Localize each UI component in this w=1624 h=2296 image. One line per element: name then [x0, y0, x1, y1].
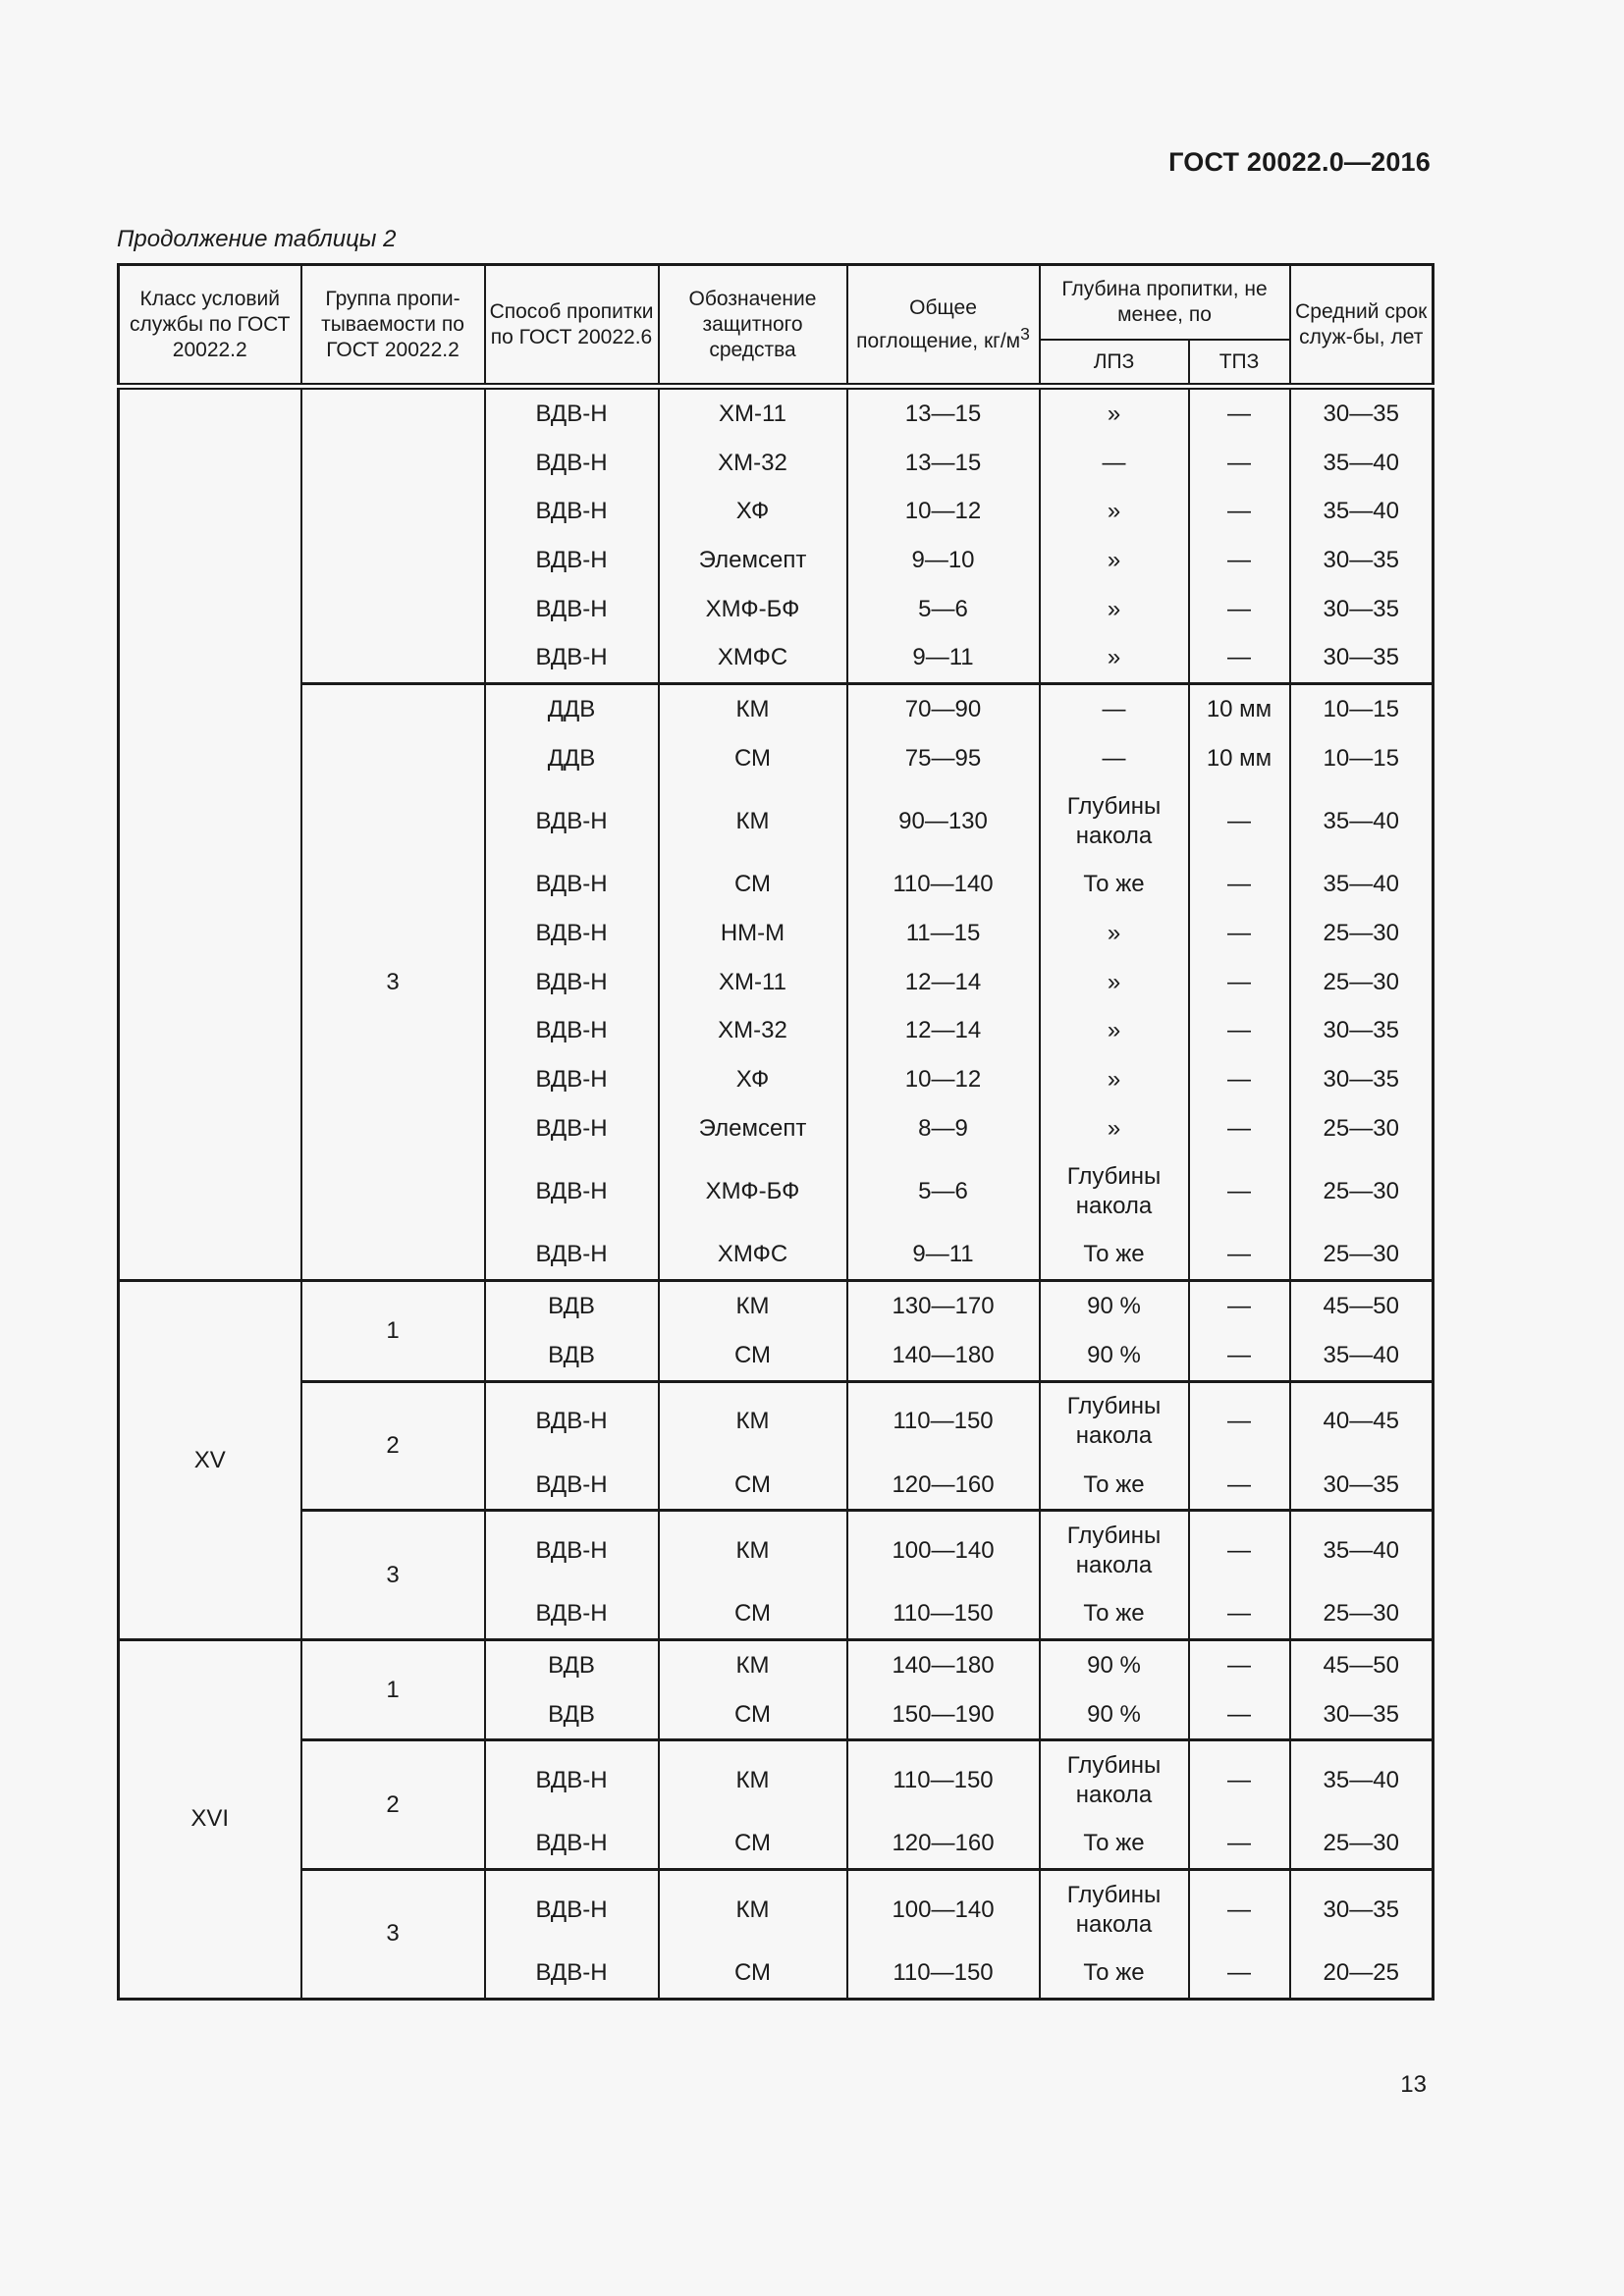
cell-agent: ХМ-32 — [659, 1007, 847, 1056]
cell-absorption: 9—11 — [847, 1231, 1040, 1281]
cell-absorption: 150—190 — [847, 1690, 1040, 1740]
cell-absorption: 5—6 — [847, 1153, 1040, 1231]
cell-depth-tpz: — — [1189, 1231, 1290, 1281]
cell-absorption: 140—180 — [847, 1640, 1040, 1690]
header-depth: Глубина пропитки, не менее, по — [1040, 265, 1290, 341]
cell-absorption: 10—12 — [847, 487, 1040, 536]
cell-agent: ХМФ-БФ — [659, 1153, 847, 1231]
cell-depth-tpz: — — [1189, 1381, 1290, 1461]
cell-agent: ХМФС — [659, 633, 847, 683]
cell-depth-lpz: 90 % — [1040, 1640, 1189, 1690]
cell-absorption: 9—11 — [847, 633, 1040, 683]
cell-depth-lpz: То же — [1040, 861, 1189, 910]
cell-depth-tpz: — — [1189, 633, 1290, 683]
cell-method: ВДВ-Н — [485, 633, 659, 683]
cell-service-life: 25—30 — [1290, 1231, 1434, 1281]
cell-depth-lpz: То же — [1040, 1231, 1189, 1281]
cell-impregnability-group: 1 — [301, 1640, 485, 1740]
table-row — [119, 1381, 1434, 1461]
cell-service-life: 30—35 — [1290, 387, 1434, 439]
cell-service-life: 35—40 — [1290, 783, 1434, 861]
cell-agent: ХМ-11 — [659, 958, 847, 1007]
cell-depth-tpz: — — [1189, 536, 1290, 585]
cell-agent: СМ — [659, 1949, 847, 1999]
cell-absorption: 5—6 — [847, 585, 1040, 634]
cell-method: ВДВ-Н — [485, 909, 659, 958]
cell-depth-tpz: — — [1189, 1690, 1290, 1740]
cell-service-life: 30—35 — [1290, 1870, 1434, 1949]
cell-service-life: 25—30 — [1290, 958, 1434, 1007]
cell-agent: ХМ-11 — [659, 387, 847, 439]
cell-depth-tpz: — — [1189, 1331, 1290, 1381]
cell-method: ВДВ — [485, 1640, 659, 1690]
cell-absorption: 90—130 — [847, 783, 1040, 861]
header-agent: Обозначение защитного средства — [659, 265, 847, 387]
cell-depth-tpz: — — [1189, 1055, 1290, 1104]
cell-depth-lpz: 90 % — [1040, 1281, 1189, 1331]
page-number: 13 — [1400, 2071, 1427, 2098]
cell-agent: ХФ — [659, 487, 847, 536]
cell-depth-tpz: — — [1189, 783, 1290, 861]
cell-depth-lpz: » — [1040, 1055, 1189, 1104]
cell-service-life: 35—40 — [1290, 861, 1434, 910]
cell-depth-tpz: — — [1189, 1104, 1290, 1153]
header-method: Способ пропитки по ГОСТ 20022.6 — [485, 265, 659, 387]
cell-impregnability-group: 3 — [301, 1511, 485, 1640]
cell-agent: ХМФС — [659, 1231, 847, 1281]
cell-absorption: 8—9 — [847, 1104, 1040, 1153]
cell-method: ВДВ — [485, 1690, 659, 1740]
cell-service-class: XVI — [119, 1640, 301, 2000]
cell-service-life: 35—40 — [1290, 1331, 1434, 1381]
cell-method: ВДВ-Н — [485, 783, 659, 861]
cell-depth-lpz: То же — [1040, 1819, 1189, 1869]
cell-impregnability-group: 1 — [301, 1281, 485, 1381]
cell-depth-lpz: Глубины накола — [1040, 783, 1189, 861]
cell-service-life: 40—45 — [1290, 1381, 1434, 1461]
cell-method: ВДВ-Н — [485, 1381, 659, 1461]
cell-depth-lpz: Глубины накола — [1040, 1740, 1189, 1820]
cell-method: ВДВ-Н — [485, 1511, 659, 1590]
cell-depth-lpz: — — [1040, 684, 1189, 734]
cell-method: ВДВ-Н — [485, 1949, 659, 1999]
cell-depth-tpz: — — [1189, 909, 1290, 958]
impregnation-table — [117, 263, 1435, 2001]
cell-method: ВДВ-Н — [485, 487, 659, 536]
cell-method: ВДВ-Н — [485, 387, 659, 439]
cell-method: ДДВ — [485, 734, 659, 783]
table-body — [119, 387, 1434, 2000]
cell-method: ВДВ-Н — [485, 1055, 659, 1104]
cell-agent: СМ — [659, 1331, 847, 1381]
cell-absorption: 70—90 — [847, 684, 1040, 734]
cell-service-life: 30—35 — [1290, 536, 1434, 585]
cell-service-life: 35—40 — [1290, 1511, 1434, 1590]
cell-service-life: 25—30 — [1290, 1819, 1434, 1869]
cell-method: ВДВ-Н — [485, 1740, 659, 1820]
header-absorption: Общее поглощение, $кг/м^3$ — [847, 265, 1040, 387]
header-service-class: Класс условий службы по ГОСТ 20022.2 — [119, 265, 301, 387]
cell-depth-lpz: » — [1040, 387, 1189, 439]
cell-service-life: 35—40 — [1290, 439, 1434, 488]
cell-service-life: 20—25 — [1290, 1949, 1434, 1999]
cell-agent: СМ — [659, 1589, 847, 1639]
cell-depth-tpz: 10 мм — [1189, 734, 1290, 783]
table-row — [119, 1640, 1434, 1690]
cell-service-class — [119, 387, 301, 1281]
cell-agent: СМ — [659, 1690, 847, 1740]
cell-service-life: 30—35 — [1290, 1055, 1434, 1104]
cell-absorption: 110—150 — [847, 1589, 1040, 1639]
cell-impregnability-group: 2 — [301, 1381, 485, 1511]
cell-method: ВДВ-Н — [485, 1104, 659, 1153]
cell-absorption: 110—150 — [847, 1381, 1040, 1461]
cell-depth-lpz: Глубины накола — [1040, 1511, 1189, 1590]
cell-depth-lpz: » — [1040, 585, 1189, 634]
cell-service-life: 30—35 — [1290, 1690, 1434, 1740]
cell-impregnability-group: 2 — [301, 1740, 485, 1870]
cell-depth-lpz: Глубины накола — [1040, 1870, 1189, 1949]
cell-depth-lpz: » — [1040, 633, 1189, 683]
cell-agent: НМ-М — [659, 909, 847, 958]
cell-depth-tpz: — — [1189, 958, 1290, 1007]
cell-service-life: 45—50 — [1290, 1640, 1434, 1690]
cell-depth-lpz: То же — [1040, 1949, 1189, 1999]
cell-agent: Элемсепт — [659, 536, 847, 585]
cell-absorption: 110—150 — [847, 1949, 1040, 1999]
cell-service-life: 30—35 — [1290, 633, 1434, 683]
cell-absorption: 140—180 — [847, 1331, 1040, 1381]
cell-impregnability-group: 3 — [301, 684, 485, 1281]
cell-absorption: 110—140 — [847, 861, 1040, 910]
cell-impregnability-group — [301, 387, 485, 684]
cell-depth-tpz: — — [1189, 1511, 1290, 1590]
cell-absorption: 11—15 — [847, 909, 1040, 958]
cell-depth-lpz: — — [1040, 734, 1189, 783]
table-row — [119, 1281, 1434, 1331]
table-caption: Продолжение таблицы 2 — [117, 226, 397, 252]
cell-service-life: 25—30 — [1290, 1104, 1434, 1153]
cell-service-life: 35—40 — [1290, 487, 1434, 536]
header-service-life: Средний срок служ-бы, лет — [1290, 265, 1434, 387]
cell-method: ВДВ-Н — [485, 1231, 659, 1281]
cell-service-class: XV — [119, 1281, 301, 1640]
cell-depth-lpz: 90 % — [1040, 1331, 1189, 1381]
cell-method: ВДВ-Н — [485, 1007, 659, 1056]
cell-agent: СМ — [659, 1461, 847, 1511]
cell-depth-tpz: — — [1189, 1819, 1290, 1869]
cell-agent: КМ — [659, 1381, 847, 1461]
cell-depth-tpz: — — [1189, 387, 1290, 439]
cell-absorption: 13—15 — [847, 439, 1040, 488]
cell-agent: КМ — [659, 1281, 847, 1331]
cell-depth-lpz: Глубины накола — [1040, 1153, 1189, 1231]
cell-depth-tpz: — — [1189, 861, 1290, 910]
cell-agent: СМ — [659, 1819, 847, 1869]
cell-impregnability-group: 3 — [301, 1870, 485, 2000]
cell-depth-tpz: — — [1189, 1870, 1290, 1949]
table-row — [119, 684, 1434, 734]
cell-depth-lpz: » — [1040, 487, 1189, 536]
cell-depth-lpz: » — [1040, 1104, 1189, 1153]
table-row — [119, 1870, 1434, 1949]
cell-service-life: 25—30 — [1290, 909, 1434, 958]
cell-method: ВДВ — [485, 1281, 659, 1331]
cell-agent: КМ — [659, 1511, 847, 1590]
cell-service-life: 10—15 — [1290, 734, 1434, 783]
cell-service-life: 25—30 — [1290, 1153, 1434, 1231]
header-tpz: ТПЗ — [1189, 340, 1290, 387]
cell-agent: КМ — [659, 1870, 847, 1949]
cell-service-life: 10—15 — [1290, 684, 1434, 734]
cell-depth-lpz: 90 % — [1040, 1690, 1189, 1740]
cell-depth-tpz: — — [1189, 1007, 1290, 1056]
cell-depth-tpz: 10 мм — [1189, 684, 1290, 734]
header-impregnability-group: Группа пропи-тываемости по ГОСТ 20022.2 — [301, 265, 485, 387]
cell-method: ВДВ-Н — [485, 861, 659, 910]
cell-method: ВДВ — [485, 1331, 659, 1381]
cell-depth-lpz: — — [1040, 439, 1189, 488]
cell-absorption: 12—14 — [847, 1007, 1040, 1056]
cell-depth-lpz: » — [1040, 1007, 1189, 1056]
table-row — [119, 1740, 1434, 1820]
cell-absorption: 12—14 — [847, 958, 1040, 1007]
cell-depth-lpz: » — [1040, 536, 1189, 585]
cell-method: ВДВ-Н — [485, 958, 659, 1007]
cell-absorption: 75—95 — [847, 734, 1040, 783]
cell-depth-lpz: Глубины накола — [1040, 1381, 1189, 1461]
cell-agent: КМ — [659, 783, 847, 861]
cell-depth-tpz: — — [1189, 1640, 1290, 1690]
cell-absorption: 130—170 — [847, 1281, 1040, 1331]
cell-method: ВДВ-Н — [485, 439, 659, 488]
cell-method: ДДВ — [485, 684, 659, 734]
cell-depth-tpz: — — [1189, 1153, 1290, 1231]
cell-method: ВДВ-Н — [485, 1461, 659, 1511]
cell-absorption: 100—140 — [847, 1511, 1040, 1590]
cell-depth-tpz: — — [1189, 439, 1290, 488]
cell-absorption: 10—12 — [847, 1055, 1040, 1104]
cell-absorption: 120—160 — [847, 1461, 1040, 1511]
cell-agent: КМ — [659, 1740, 847, 1820]
cell-absorption: 9—10 — [847, 536, 1040, 585]
cell-agent: СМ — [659, 734, 847, 783]
cell-method: ВДВ-Н — [485, 536, 659, 585]
cell-agent: ХМ-32 — [659, 439, 847, 488]
cell-agent: Элемсепт — [659, 1104, 847, 1153]
cell-depth-tpz: — — [1189, 1461, 1290, 1511]
cell-depth-tpz: — — [1189, 1281, 1290, 1331]
table-row — [119, 1511, 1434, 1590]
cell-service-life: 30—35 — [1290, 1461, 1434, 1511]
cell-agent: КМ — [659, 1640, 847, 1690]
cell-absorption: 100—140 — [847, 1870, 1040, 1949]
cell-depth-tpz: — — [1189, 1740, 1290, 1820]
cell-service-life: 30—35 — [1290, 585, 1434, 634]
table-row — [119, 387, 1434, 439]
document-code: ГОСТ 20022.0—2016 — [1168, 147, 1431, 177]
cell-service-life: 30—35 — [1290, 1007, 1434, 1056]
cell-absorption: 13—15 — [847, 387, 1040, 439]
cell-service-life: 25—30 — [1290, 1589, 1434, 1639]
cell-method: ВДВ-Н — [485, 585, 659, 634]
cell-method: ВДВ-Н — [485, 1819, 659, 1869]
cell-service-life: 45—50 — [1290, 1281, 1434, 1331]
cell-depth-lpz: » — [1040, 909, 1189, 958]
cell-absorption: 120—160 — [847, 1819, 1040, 1869]
header-lpz: ЛПЗ — [1040, 340, 1189, 387]
cell-depth-tpz: — — [1189, 585, 1290, 634]
cell-depth-lpz: То же — [1040, 1461, 1189, 1511]
cell-absorption: 110—150 — [847, 1740, 1040, 1820]
cell-agent: ХМФ-БФ — [659, 585, 847, 634]
cell-agent: КМ — [659, 684, 847, 734]
cell-agent: СМ — [659, 861, 847, 910]
cell-service-life: 35—40 — [1290, 1740, 1434, 1820]
cell-method: ВДВ-Н — [485, 1589, 659, 1639]
cell-depth-tpz: — — [1189, 487, 1290, 536]
cell-depth-lpz: » — [1040, 958, 1189, 1007]
cell-depth-tpz: — — [1189, 1949, 1290, 1999]
cell-method: ВДВ-Н — [485, 1870, 659, 1949]
cell-agent: ХФ — [659, 1055, 847, 1104]
cell-depth-tpz: — — [1189, 1589, 1290, 1639]
cell-depth-lpz: То же — [1040, 1589, 1189, 1639]
cell-method: ВДВ-Н — [485, 1153, 659, 1231]
